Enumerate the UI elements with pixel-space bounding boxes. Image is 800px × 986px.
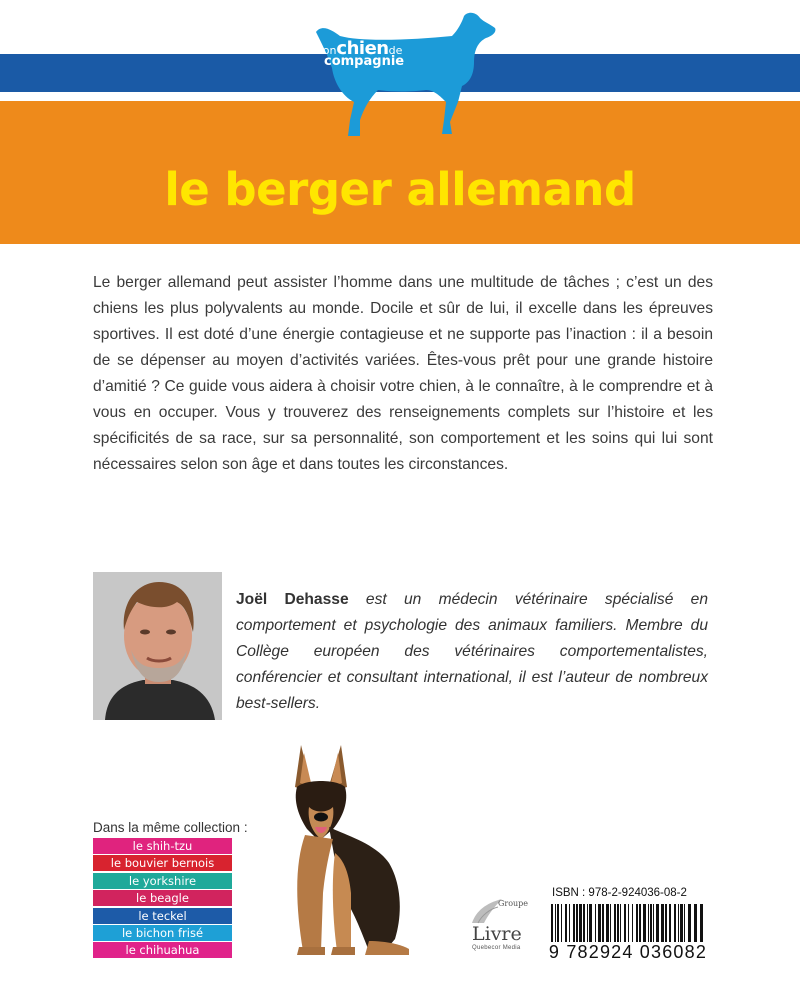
german-shepherd-photo xyxy=(285,743,415,956)
collection-item: le bichon frisé xyxy=(93,925,232,941)
author-bio-text: est un médecin vétérinaire spécialisé en comportement et psychologie des animaux familiers. Membre du Collège européen des vétérinaires comportementalistes, conférencier et consultant international, il est l’auteur de nombreux best-sellers. xyxy=(236,591,709,712)
barcode xyxy=(549,904,707,944)
publisher-logo xyxy=(458,895,528,960)
publisher-division: Quebecor Media xyxy=(472,945,521,951)
author-bio xyxy=(236,587,708,717)
collection-item: le teckel xyxy=(93,908,232,924)
book-title: le berger allemand xyxy=(164,163,636,216)
collection-list xyxy=(93,838,232,960)
book-description: Le berger allemand peut assister l’homme dans une multitude de tâches ; c’est un des chiens les plus polyvalents au monde. Docile et sûr de lui, il excelle dans les épreuves sportives. Il est doté d’une énergie contagieuse et ne supporte pas l’inaction : il a besoin de se dépenser au moyen d’activités variées. Êtes-vous prêt pour une grande histoire d’amitié ? Ce guide vous aidera à choisir votre chien, à le connaître, à le comprendre et à vous en occuper. Vous y trouverez des renseignements complets sur l’histoire et les spécificités de sa race, sur sa personnalité, son comportement et les soins qui lui sont nécessaires selon son âge et dans toutes les circonstances. xyxy=(93,274,713,473)
collection-label: Dans la même collection : xyxy=(93,820,248,835)
isbn-barcode-box xyxy=(545,884,711,966)
collection-item: le yorkshire xyxy=(93,873,232,889)
dog-silhouette-icon xyxy=(302,10,502,145)
collection-item: le beagle xyxy=(93,890,232,906)
publisher-name: Livre xyxy=(472,923,522,945)
barcode-digits: 9 782924 036082 xyxy=(548,942,708,962)
collection-logo-text: monchiende compagnie xyxy=(312,38,405,69)
publisher-groupe: Groupe xyxy=(498,899,529,908)
isbn-label: ISBN : 978-2-924036-08-2 xyxy=(552,887,687,899)
collection-item: le shih-tzu xyxy=(93,838,232,854)
collection-item: le chihuahua xyxy=(93,942,232,958)
author-name: Joël Dehasse xyxy=(236,591,349,608)
author-photo xyxy=(93,572,222,720)
collection-item: le bouvier bernois xyxy=(93,855,232,871)
